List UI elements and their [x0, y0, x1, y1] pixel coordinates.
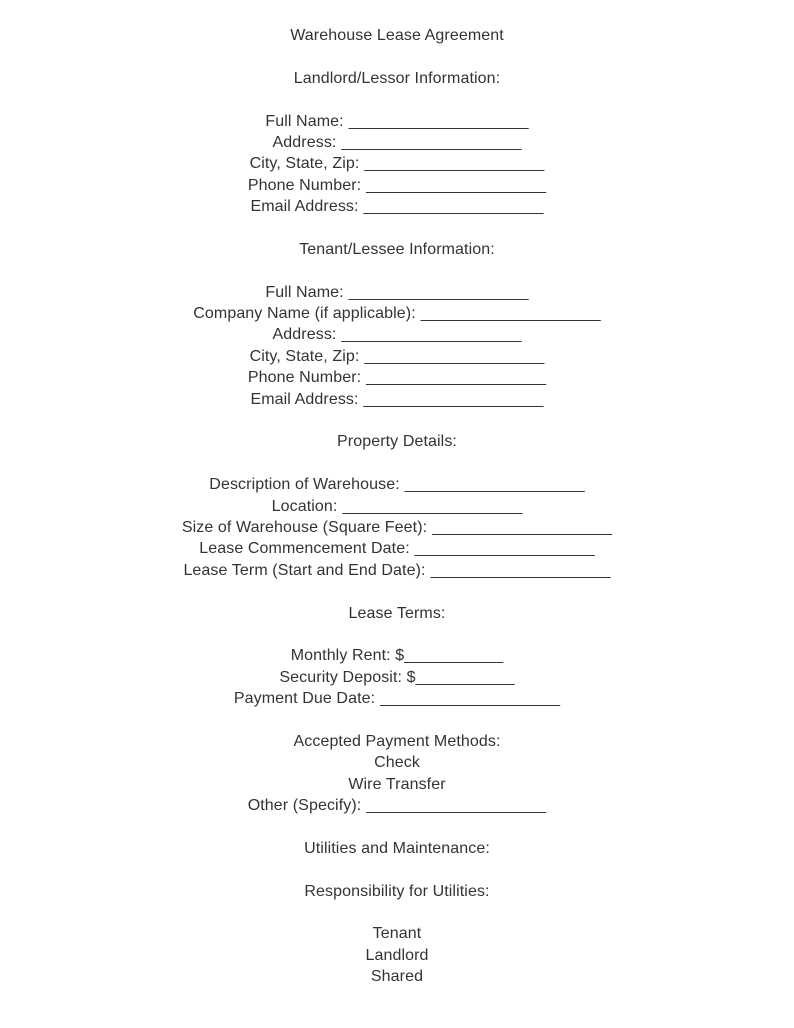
fill-in-blank: ____________________	[380, 690, 561, 708]
field-label: Email Address:	[250, 198, 359, 216]
fill-in-blank: ____________________	[348, 112, 529, 130]
field-label: Email Address:	[250, 390, 359, 408]
fill-in-blank: ____________________	[364, 347, 545, 365]
field-row-warehouse-description	[0, 474, 794, 495]
field-row-landlord-email	[0, 196, 794, 217]
fill-in-blank: ____________________	[363, 390, 544, 408]
field-label: Monthly Rent: $	[290, 647, 405, 665]
field-label: City, State, Zip:	[249, 347, 360, 365]
utility-option-tenant: Tenant	[372, 925, 422, 943]
section-heading-property: Property Details:	[337, 433, 457, 451]
payment-option-check: Check	[374, 754, 420, 772]
field-row-tenant-company-name	[0, 303, 794, 324]
section-heading-tenant: Tenant/Lessee Information:	[299, 240, 495, 258]
field-label: Phone Number:	[247, 176, 362, 194]
fill-in-blank: ____________________	[341, 326, 522, 344]
field-row-lease-term	[0, 560, 794, 581]
fill-in-blank: ____________________	[404, 476, 585, 494]
field-label: Address:	[272, 326, 337, 344]
field-row-landlord-city-state-zip	[0, 153, 794, 174]
field-label: Full Name:	[265, 112, 344, 130]
section-heading-utilities: Utilities and Maintenance:	[304, 839, 490, 857]
field-label: Phone Number:	[247, 369, 362, 387]
fill-in-blank: ____________________	[348, 283, 529, 301]
field-label: Security Deposit: $	[279, 668, 416, 686]
field-row-payment-due-date	[0, 688, 794, 709]
fill-in-blank: ____________________	[430, 561, 611, 579]
field-row-security-deposit	[0, 667, 794, 688]
field-row-tenant-full-name	[0, 282, 794, 303]
field-label: Company Name (if applicable):	[193, 305, 416, 323]
subheading-utility-responsibility: Responsibility for Utilities:	[304, 882, 490, 900]
field-row-tenant-email	[0, 389, 794, 410]
field-label: Address:	[272, 133, 337, 151]
field-label: Other (Specify):	[247, 797, 362, 815]
field-row-tenant-phone	[0, 367, 794, 388]
field-label: Full Name:	[265, 283, 344, 301]
field-row-landlord-phone	[0, 175, 794, 196]
field-label: Description of Warehouse:	[209, 476, 400, 494]
field-row-landlord-address	[0, 132, 794, 153]
section-heading-lease-terms: Lease Terms:	[348, 604, 446, 622]
section-heading-payment-methods: Accepted Payment Methods:	[293, 732, 501, 750]
field-label: City, State, Zip:	[249, 155, 360, 173]
document-title: Warehouse Lease Agreement	[290, 27, 504, 44]
field-row-landlord-full-name	[0, 111, 794, 132]
field-row-tenant-city-state-zip	[0, 346, 794, 367]
fill-in-blank: ___________	[415, 668, 515, 686]
fill-in-blank: ____________________	[414, 540, 595, 558]
field-label: Location:	[271, 497, 338, 515]
field-row-warehouse-size	[0, 517, 794, 538]
field-row-commencement-date	[0, 538, 794, 559]
fill-in-blank: ____________________	[420, 305, 601, 323]
utility-option-landlord: Landlord	[365, 946, 429, 964]
field-row-payment-other	[0, 795, 794, 816]
fill-in-blank: ____________________	[364, 155, 545, 173]
utility-option-shared: Shared	[370, 968, 424, 986]
field-row-tenant-address	[0, 324, 794, 345]
field-label: Lease Commencement Date:	[199, 540, 410, 558]
fill-in-blank: ____________________	[363, 198, 544, 216]
fill-in-blank: ____________________	[366, 369, 547, 387]
field-row-location	[0, 496, 794, 517]
fill-in-blank: ____________________	[366, 176, 547, 194]
field-row-monthly-rent	[0, 645, 794, 666]
fill-in-blank: ___________	[404, 647, 504, 665]
fill-in-blank: ____________________	[432, 518, 613, 536]
payment-option-wire-transfer: Wire Transfer	[348, 775, 446, 793]
field-label: Payment Due Date:	[233, 690, 376, 708]
field-label: Size of Warehouse (Square Feet):	[181, 518, 428, 536]
fill-in-blank: ____________________	[366, 797, 547, 815]
section-heading-landlord: Landlord/Lessor Information:	[293, 69, 501, 87]
field-label: Lease Term (Start and End Date):	[183, 561, 426, 579]
fill-in-blank: ____________________	[342, 497, 523, 515]
fill-in-blank: ____________________	[341, 133, 522, 151]
